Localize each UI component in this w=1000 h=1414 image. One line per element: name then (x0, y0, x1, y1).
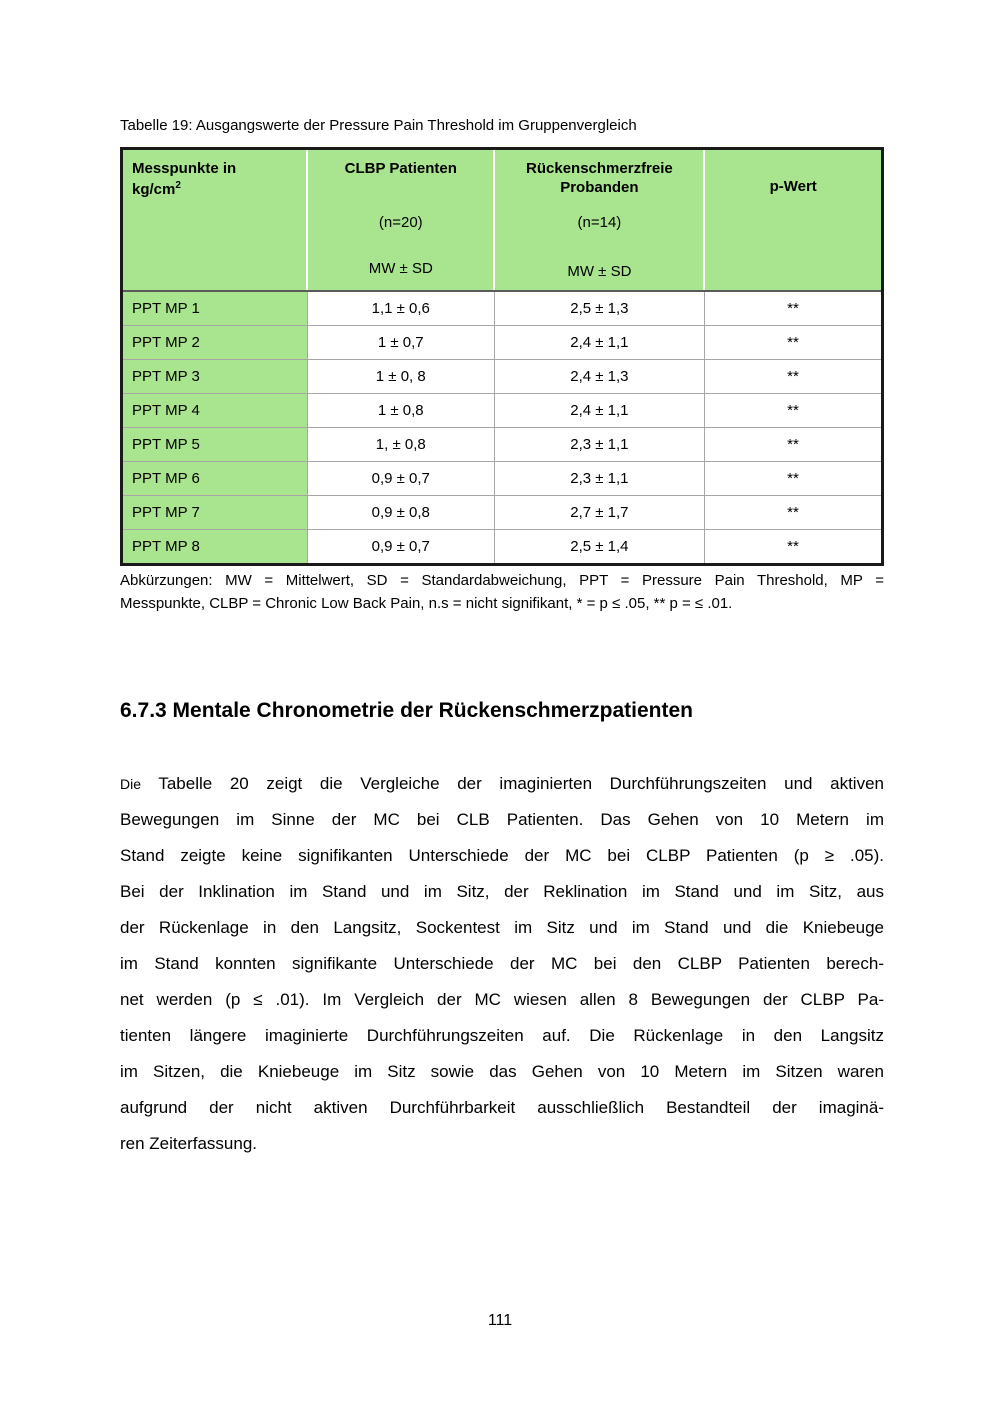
control-value: 2,7 ± 1,7 (494, 496, 704, 530)
paragraph-line: der Rückenlage in den Langsitz, Sockentest im Sitz und im Stand und die Kniebeuge (120, 918, 884, 937)
clbp-value: 1 ± 0,7 (307, 326, 494, 360)
header-probanden-title-line1: Rückenschmerzfreie (526, 160, 673, 177)
control-value: 2,4 ± 1,1 (494, 394, 704, 428)
table-row (122, 394, 883, 428)
header-pwert-title: p-Wert (769, 178, 817, 195)
clbp-value: 1 ± 0,8 (307, 394, 494, 428)
paragraph-line: im Stand konnten signifikante Unterschiede der MC bei den CLBP Patienten berech- (120, 954, 884, 973)
header-clbp-title: CLBP Patienten (344, 160, 457, 177)
paragraph-line: aufgrund der nicht aktiven Durchführbarkeit ausschließlich Bestandteil der imaginä- (120, 1098, 884, 1117)
row-label: PPT MP 5 (122, 428, 308, 462)
header-probanden-stat: MW ± SD (567, 263, 632, 280)
superscript-2: 2 (175, 180, 181, 191)
control-value: 2,3 ± 1,1 (494, 462, 704, 496)
paragraph-line: im Sitzen, die Kniebeuge im Sitz sowie das Gehen von 10 Metern im Sitzen waren (120, 1062, 884, 1081)
clbp-value: 1, ± 0,8 (307, 428, 494, 462)
paragraph-line: ren Zeiterfassung. (120, 1134, 258, 1153)
table-row (122, 462, 883, 496)
paragraph-line: Die Tabelle 20 zeigt die Vergleiche der imaginierten Durchführungszeiten und aktiven (120, 774, 884, 793)
paragraph-line: Bewegungen im Sinne der MC bei CLB Patienten. Das Gehen von 10 Metern im (120, 810, 884, 829)
p-value: ** (704, 360, 882, 394)
footnote-line: Abkürzungen: MW = Mittelwert, SD = Standardabweichung, PPT = Pressure Pain Threshold, MP = (120, 572, 884, 589)
p-value: ** (704, 530, 882, 565)
page-content (120, 0, 884, 1162)
p-value: ** (704, 326, 882, 360)
clbp-value: 0,9 ± 0,8 (307, 496, 494, 530)
header-cell-messpunkte (122, 149, 308, 292)
footnote-line: Messpunkte, CLBP = Chronic Low Back Pain, n.s = nicht signifikant, * = p ≤ .05, ** p = ≤ .01. (120, 595, 733, 612)
row-label: PPT MP 8 (122, 530, 308, 565)
paragraph-line: tienten längere imaginierte Durchführungszeiten auf. Die Rückenlage in den Langsitz (120, 1026, 884, 1045)
body-paragraph (120, 766, 884, 1162)
header-cell-clbp (307, 149, 494, 292)
p-value: ** (704, 394, 882, 428)
section-heading: 6.7.3 Mentale Chronometrie der Rückenschmerzpatienten (120, 699, 693, 722)
control-value: 2,3 ± 1,1 (494, 428, 704, 462)
table-row (122, 530, 883, 565)
table-row (122, 326, 883, 360)
control-value: 2,4 ± 1,1 (494, 326, 704, 360)
control-value: 2,5 ± 1,3 (494, 291, 704, 326)
table-caption: Tabelle 19: Ausgangswerte der Pressure Pain Threshold im Gruppenvergleich (120, 117, 637, 134)
table-row (122, 291, 883, 326)
page-number: 111 (487, 1312, 513, 1329)
lead-word: Die (120, 776, 142, 792)
results-table (120, 147, 884, 566)
paragraph-line: Bei der Inklination im Stand und im Sitz, der Reklination im Stand und im Sitz, aus (120, 882, 884, 901)
control-value: 2,5 ± 1,4 (494, 530, 704, 565)
clbp-value: 0,9 ± 0,7 (307, 462, 494, 496)
header-probanden-n: (n=14) (577, 214, 622, 231)
header-clbp-n: (n=20) (378, 214, 423, 231)
p-value: ** (704, 462, 882, 496)
paragraph-line: Stand zeigte keine signifikanten Unterschiede der MC bei CLBP Patienten (p ≥ .05). (120, 846, 884, 865)
header-messpunkte-line1: Messpunkte in (132, 160, 237, 177)
header-cell-pwert (704, 149, 882, 292)
row-label: PPT MP 3 (122, 360, 308, 394)
table-row (122, 360, 883, 394)
p-value: ** (704, 291, 882, 326)
control-value: 2,4 ± 1,3 (494, 360, 704, 394)
row-label: PPT MP 6 (122, 462, 308, 496)
row-label: PPT MP 4 (122, 394, 308, 428)
table-row (122, 496, 883, 530)
row-label: PPT MP 2 (122, 326, 308, 360)
header-probanden-title-line2: Probanden (560, 179, 639, 196)
table-body (122, 291, 883, 565)
clbp-value: 1 ± 0, 8 (307, 360, 494, 394)
paragraph-line: net werden (p ≤ .01). Im Vergleich der MC wiesen allen 8 Bewegungen der CLBP Pa- (120, 990, 884, 1009)
clbp-value: 1,1 ± 0,6 (307, 291, 494, 326)
table-header (122, 149, 883, 292)
header-clbp-stat: MW ± SD (368, 260, 433, 277)
header-messpunkte-line2: $kg/cm^2$ (132, 180, 181, 198)
table-row (122, 428, 883, 462)
table-footnote (120, 569, 884, 615)
row-label: PPT MP 7 (122, 496, 308, 530)
header-cell-probanden (494, 149, 704, 292)
row-label: PPT MP 1 (122, 291, 308, 326)
clbp-value: 0,9 ± 0,7 (307, 530, 494, 565)
p-value: ** (704, 496, 882, 530)
p-value: ** (704, 428, 882, 462)
